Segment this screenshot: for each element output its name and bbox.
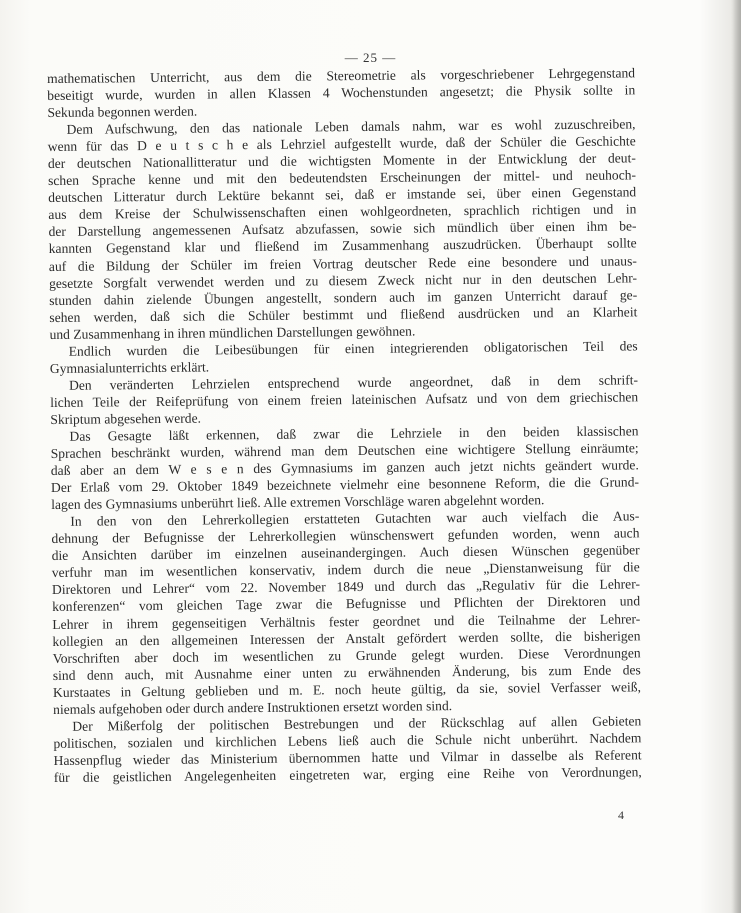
text-line: kollegien an den allgemeinen Interessen der Anstalt gefördert werden sollte, die bisherigen — [52, 627, 641, 649]
text-line: auf die Bildung der Schüler im freien Vortrag deutscher Rede eine besondere und unaus- — [48, 252, 637, 274]
text-line: Der Erlaß vom 29. Oktober 1849 bezeichnete vielmehr eine besonnene Reform, die die Grund- — [50, 474, 640, 496]
text-line: der deutschen Nationallitteratur und die wichtigsten Momente in der Entwicklung der deut- — [47, 150, 636, 172]
text-line: Direktoren und Lehrer“ vom 22. November 1849 und durch das „Regulativ für die Lehrer- — [51, 576, 641, 598]
page-edge-shadow — [731, 0, 741, 913]
text-line: kannten Gegenstand klar und fließend im Zusammenhang auszudrücken. Überhaupt sollte — [48, 235, 637, 257]
text-line: daß aber an dem W e s e n des Gymnasiums im ganzen auch jetzt nichts geändert wurde. — [50, 457, 639, 479]
text-line: Skriptum abgesehen werde. — [50, 410, 202, 427]
text-line: wenn für das D e u t s c h e als Lehrziel aufgestellt wurde, daß der Schüler die Geschichte — [47, 133, 636, 155]
text-line: sind denn auch, mit Ausnahme einer unten zu erwähnenden Änderung, bis zum Ende des — [52, 661, 641, 683]
text-line: deutschen Litteratur durch Lektüre bekannt sei, daß er imstande sei, über einen Gegenstand — [48, 184, 637, 206]
signature-mark: 4 — [618, 808, 624, 822]
text-line: Sprachen beschränkt wurden, während man dem Deutschen eine wichtigere Stellung einräumte; — [50, 440, 639, 462]
text-line: verfuhr man im wesentlichen konservativ, indem durch die neue „Dienstanweisung für die — [51, 559, 640, 581]
text-line: Lehrer in ihrem gegenseitigen Verhältnis fester geordnet und die Teilnahme der Lehrer- — [52, 610, 641, 632]
text-line: Der Mißerfolg der politischen Bestrebungen und der Rückschlag auf allen Gebieten — [72, 713, 642, 734]
text-line: Gymnasialunterrichts erklärt. — [49, 359, 210, 376]
text-line: In den von den Lehrerkollegien erstatteten Gutachten war auch vielfach die Aus- — [70, 508, 640, 530]
text-line: konferenzen“ vom gleichen Tage zwar die Befugnisse und Pflichten der Direktoren und — [52, 593, 641, 615]
text-line: sehen werden, daß sich die Schüler bestimmt und fließend ausdrücken und an Klarheit — [49, 304, 638, 325]
text-line: dehnung der Befugnisse der Lehrerkollegien wünschenswert gefunden worden, wenn auch — [51, 525, 640, 547]
text-line: der Darstellung angemessenen Aufsatz abzufassen, sowie sich mündlich über einen ihm be- — [48, 218, 637, 240]
text-line: Kurstaates in Geltung geblieben und m. E. noch heute gültig, da sie, soviel Verfasser weiß, — [52, 679, 642, 700]
text-line: mathematischen Unterricht, aus dem die Stereometrie als vorgeschriebener Lehrgegenstand — [47, 65, 636, 86]
body-text — [47, 64, 642, 786]
text-line: und Zusammenhang in ihren mündlichen Darstellungen gewöhnen. — [49, 323, 416, 342]
text-line: Das Gesagte läßt erkennen, daß zwar die Lehrziele in den beiden klassischen — [69, 423, 639, 444]
text-line: aus dem Kreise der Schulwissenschaften einen wohlgeordneten, sprachlich richtigen und in — [48, 201, 637, 223]
text-line: beseitigt wurde, wurden in allen Klassen 4 Wochenstunden angesetzt; die Physik sollte in — [47, 82, 636, 104]
text-line: niemals aufgehoben oder durch andere Instruktionen ersetzt worden sind. — [53, 697, 453, 717]
text-line: Endlich wurden die Leibesübungen für einen integrierenden obligatorischen Teil des — [68, 338, 638, 359]
text-line: lichen Teile der Reifeprüfung von einem freien lateinischen Aufsatz und von dem griechischen — [50, 389, 639, 410]
text-line: politischen, sozialen und kirchlichen Lebens ließ auch die Schule nicht unberührt. Nachdem — [53, 730, 642, 751]
text-line: stunden dahin zielende Übungen angestellt, sondern auch im ganzen Unterricht darauf ge- — [49, 286, 638, 308]
text-line: für die geistlichen Angelegenheiten eingetreten war, erging eine Reihe von Verordnungen, — [53, 764, 642, 785]
text-line: Vorschriften aber doch im wesentlichen zu Grunde gelegt wurden. Diese Verordnungen — [52, 644, 641, 666]
text-line: Sekunda begonnen werden. — [47, 103, 198, 121]
text-line: Dem Aufschwung, den das nationale Leben damals nahm, war es wohl zuzuschreiben, — [66, 116, 636, 137]
text-line: die Ansichten darüber im einzelnen auseinandergingen. Auch diesen Wünschen gegenüber — [51, 542, 640, 564]
text-line: lagen des Gymnasiums unberührt ließ. Alle extremen Vorschläge waren abgelehnt worden. — [51, 492, 545, 513]
text-line: schen Sprache kenne und mit den bedeutendsten Erscheinungen der mittel- und neuhoch- — [47, 167, 637, 189]
text-line: gesetzte Sorgfalt verwendet werden und zu diesem Zweck nicht nur in den deutschen Lehr- — [48, 269, 638, 291]
text-line: Den veränderten Lehrzielen entsprechend wurde angeordnet, daß in dem schrift- — [68, 372, 639, 393]
text-line: Hassenpflug wieder das Ministerium übernommen hatte und Vilmar in dasselbe als Referent — [53, 747, 642, 768]
page-number: — 25 — — [344, 50, 397, 65]
